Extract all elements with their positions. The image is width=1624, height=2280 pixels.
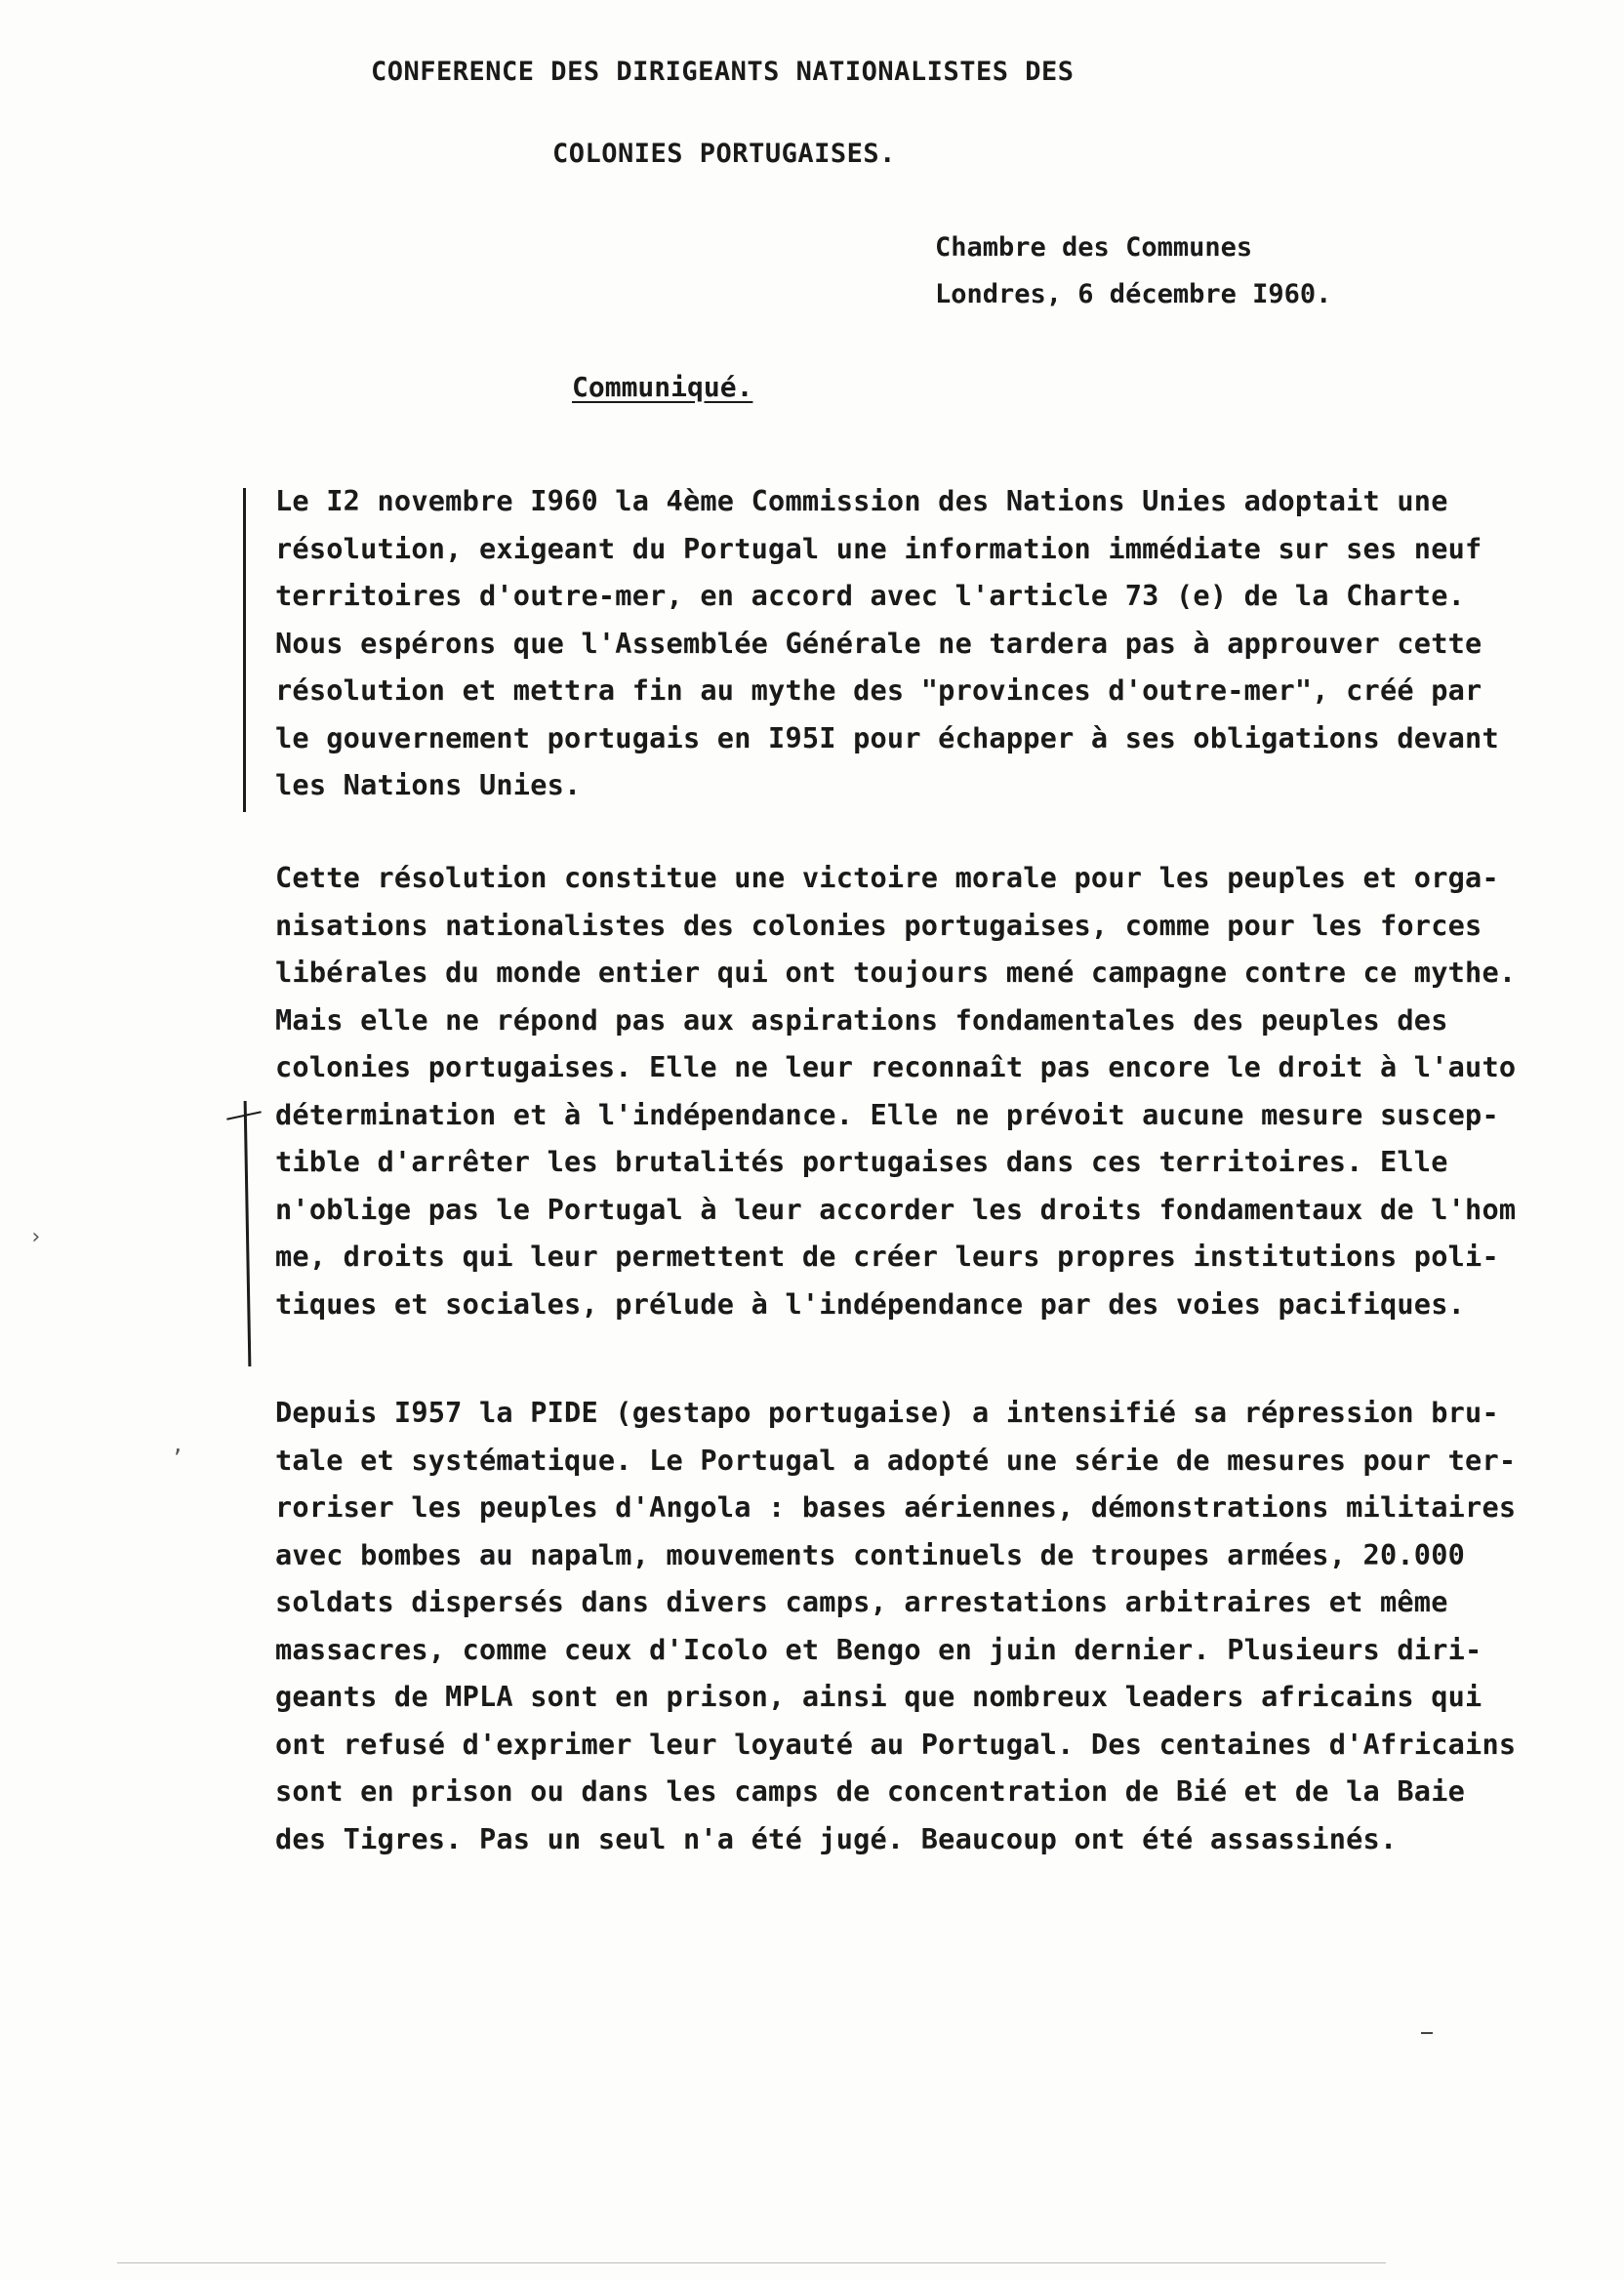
paragraph-2-line: Mais elle ne répond pas aux aspirations fondamentales des peuples des: [275, 1002, 1448, 1037]
paragraph-1: [275, 484, 1612, 816]
paragraph-2-line: nisations nationalistes des colonies portugaises, comme pour les forces: [275, 908, 1482, 942]
margin-tick-mark: ʼ: [171, 1446, 184, 1471]
paragraph-2-line: tiques et sociales, prélude à l'indépendance par des voies pacifiques.: [275, 1286, 1466, 1321]
scan-speck: [1421, 2032, 1433, 2034]
conference-heading-line-1: CONFERENCE DES DIRIGEANTS NATIONALISTES DES: [371, 57, 1075, 87]
paragraph-2-line: me, droits qui leur permettent de créer leurs propres institutions poli-: [275, 1240, 1499, 1273]
paragraph-3-line: Depuis I957 la PIDE (gestapo portugaise) a intensifié sa répression bru-: [275, 1396, 1499, 1429]
conference-heading-line-2: COLONIES PORTUGAISES.: [552, 139, 896, 169]
paragraph-2-line: libérales du monde entier qui ont toujours mené campagne contre ce mythe.: [275, 956, 1517, 989]
location-line: Chambre des Communes: [935, 232, 1253, 263]
paragraph-3-line: avec bombes au napalm, mouvements continuels de troupes armées, 20.000: [275, 1537, 1466, 1571]
paragraph-1-line: résolution et mettra fin au mythe des "provinces d'outre-mer", créé par: [275, 673, 1482, 707]
paragraph-1-line: les Nations Unies.: [275, 768, 582, 801]
paragraph-3-line: sont en prison ou dans les camps de concentration de Bié et de la Baie: [275, 1774, 1466, 1808]
paragraph-2-line: colonies portugaises. Elle ne leur reconnaît pas encore le droit à l'auto: [275, 1050, 1517, 1083]
paragraph-2-line: Cette résolution constitue une victoire morale pour les peuples et orga-: [275, 861, 1499, 894]
paragraph-1-line: résolution, exigeant du Portugal une information immédiate sur ses neuf: [275, 531, 1482, 565]
paragraph-3-line: des Tigres. Pas un seul n'a été jugé. Beaucoup ont été assassinés.: [275, 1821, 1398, 1855]
paragraph-3-line: tale et systématique. Le Portugal a adopté une série de mesures pour ter-: [275, 1443, 1517, 1477]
paragraph-3-line: massacres, comme ceux d'Icolo et Bengo en juin dernier. Plusieurs diri-: [275, 1632, 1482, 1666]
scan-edge-line: [117, 2262, 1386, 2263]
paragraph-3-line: geants de MPLA sont en prison, ainsi que nombreux leaders africains qui: [275, 1680, 1482, 1713]
paragraph-1-line: Nous espérons que l'Assemblée Générale ne tardera pas à approuver cette: [275, 626, 1482, 660]
paragraph-2-line: n'oblige pas le Portugal à leur accorder les droits fondamentaux de l'hom: [275, 1192, 1517, 1226]
paragraph-1-line: territoires d'outre-mer, en accord avec l'article 73 (e) de la Charte.: [275, 579, 1466, 612]
margin-bracket-paragraph-1: [243, 488, 246, 812]
paragraph-3: [275, 1396, 1612, 1869]
paragraph-3-line: soldats dispersés dans divers camps, arrestations arbitraires et même: [275, 1585, 1448, 1618]
paragraph-3-line: ont refusé d'exprimer leur loyauté au Portugal. Des centaines d'Africains: [275, 1727, 1517, 1761]
paragraph-3-line: roriser les peuples d'Angola : bases aériennes, démonstrations militaires: [275, 1490, 1517, 1524]
paragraph-2-line: détermination et à l'indépendance. Elle ne prévoit aucune mesure suscep-: [275, 1097, 1499, 1131]
date-line: Londres, 6 décembre I960.: [935, 279, 1332, 309]
paragraph-1-line: le gouvernement portugais en I95I pour échapper à ses obligations devant: [275, 720, 1499, 754]
margin-bracket-paragraph-2: [244, 1101, 252, 1366]
document-title: Communiqué.: [572, 371, 753, 403]
margin-tick-mark-small: ›: [29, 1225, 43, 1249]
paragraph-2-line: tible d'arrêter les brutalités portugaises dans ces territoires. Elle: [275, 1145, 1448, 1178]
paragraph-2: [275, 861, 1612, 1334]
paragraph-1-line: Le I2 novembre I960 la 4ème Commission des Nations Unies adoptait une: [275, 484, 1448, 517]
